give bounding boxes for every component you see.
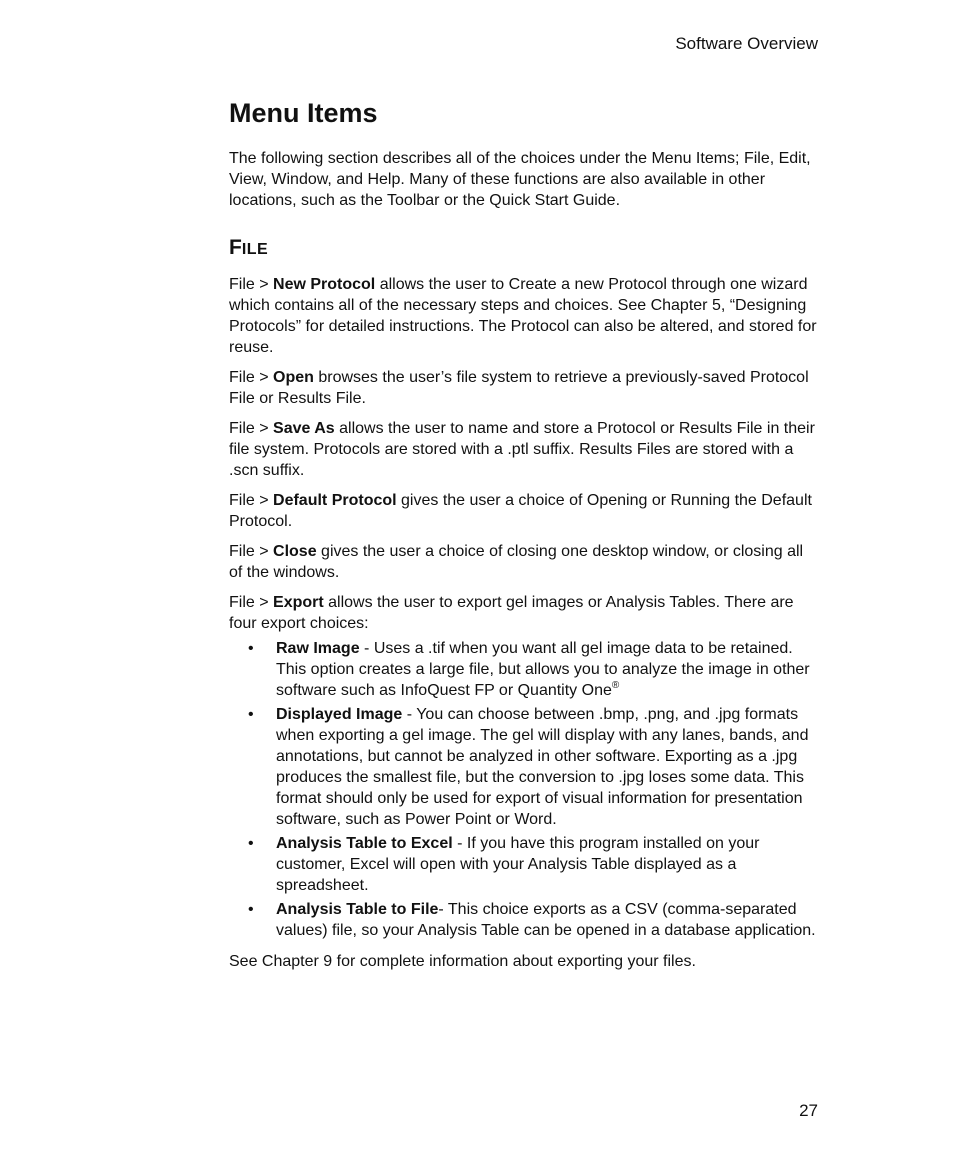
item-new-protocol	[229, 274, 819, 358]
bullet-icon: •	[248, 706, 254, 723]
item-prefix: File >	[229, 276, 274, 293]
item-term: Open	[273, 369, 314, 386]
item-prefix: File >	[229, 543, 274, 560]
bullet-icon: •	[248, 835, 254, 852]
bullet-icon: •	[248, 901, 254, 918]
item-text: gives the user a choice of closing one desktop window, or closing all of the windows.	[229, 543, 804, 581]
item-prefix: File >	[229, 492, 274, 509]
page-title: Menu Items	[229, 98, 378, 128]
list-item-raw-image	[229, 638, 819, 701]
item-term: Save As	[273, 420, 335, 437]
item-prefix: File >	[229, 420, 274, 437]
list-item-term: Displayed Image	[276, 706, 403, 723]
list-item-term: Analysis Table to File	[276, 901, 439, 918]
section-heading-file	[229, 235, 819, 263]
list-item-analysis-table-file	[229, 899, 819, 941]
page-number: 27	[799, 1101, 818, 1120]
heading-rest: ILE	[241, 241, 269, 258]
item-default-protocol	[229, 490, 819, 532]
item-close	[229, 541, 819, 583]
export-choices-list	[229, 638, 819, 941]
running-header: Software Overview	[675, 34, 818, 53]
closing-paragraph: See Chapter 9 for complete information about exporting your files.	[229, 953, 696, 970]
item-save-as	[229, 418, 819, 481]
list-item-text: - Uses a .tif when you want all gel image data to be retained. This option creates a large file, but allows you to analyze the image in other software such as InfoQuest FP or Quantity One	[276, 640, 810, 699]
registered-mark: ®	[611, 680, 620, 691]
bullet-icon: •	[248, 640, 254, 657]
item-text: allows the user to name and store a Protocol or Results File in their file system. Protocols are stored with a .ptl suffix. Results Files are stored with a .scn suffix.	[229, 420, 815, 479]
list-item-term: Raw Image	[276, 640, 360, 657]
list-item-text: - This choice exports as a CSV (comma-separated values) file, so your Analysis Table can be opened in a database application.	[276, 901, 816, 939]
page-content	[229, 96, 819, 981]
item-text: allows the user to Create a new Protocol through one wizard which contains all of the necessary steps and choices. See Chapter 5, “Designing Protocols” for detailed instructions. The Protocol can also be altered, and stored for reuse.	[229, 276, 817, 356]
item-prefix: File >	[229, 594, 274, 611]
list-item-term: Analysis Table to Excel	[276, 835, 453, 852]
item-term: New Protocol	[273, 276, 376, 293]
item-export	[229, 592, 819, 634]
list-item-displayed-image	[229, 704, 819, 830]
list-item-text: - If you have this program installed on your customer, Excel will open with your Analysis Table displayed as a spreadsheet.	[276, 835, 760, 894]
item-term: Export	[273, 594, 324, 611]
item-term: Default Protocol	[273, 492, 397, 509]
list-item-analysis-table-excel	[229, 833, 819, 896]
item-text: allows the user to export gel images or Analysis Tables. There are four export choices:	[229, 594, 794, 632]
item-term: Close	[273, 543, 317, 560]
heading-first-letter: F	[229, 236, 242, 259]
intro-paragraph: The following section describes all of the choices under the Menu Items; File, Edit, View, Window, and Help. Many of these functions are also available in other locations, such as the Toolbar or the Quick Start Guide.	[229, 150, 811, 209]
list-item-text: - You can choose between .bmp, .png, and .jpg formats when exporting a gel image. The gel will display with any lanes, bands, and annotations, but cannot be analyzed in other software. Exporting as a .jpg produces the smallest file, but the conversion to .jpg loses some data. This format should only be used for export of visual information for presentation software, such as Power Point or Word.	[276, 706, 809, 828]
item-open	[229, 367, 819, 409]
item-prefix: File >	[229, 369, 274, 386]
item-text: browses the user’s file system to retrieve a previously-saved Protocol File or Results File.	[229, 369, 809, 407]
item-text: gives the user a choice of Opening or Running the Default Protocol.	[229, 492, 812, 530]
